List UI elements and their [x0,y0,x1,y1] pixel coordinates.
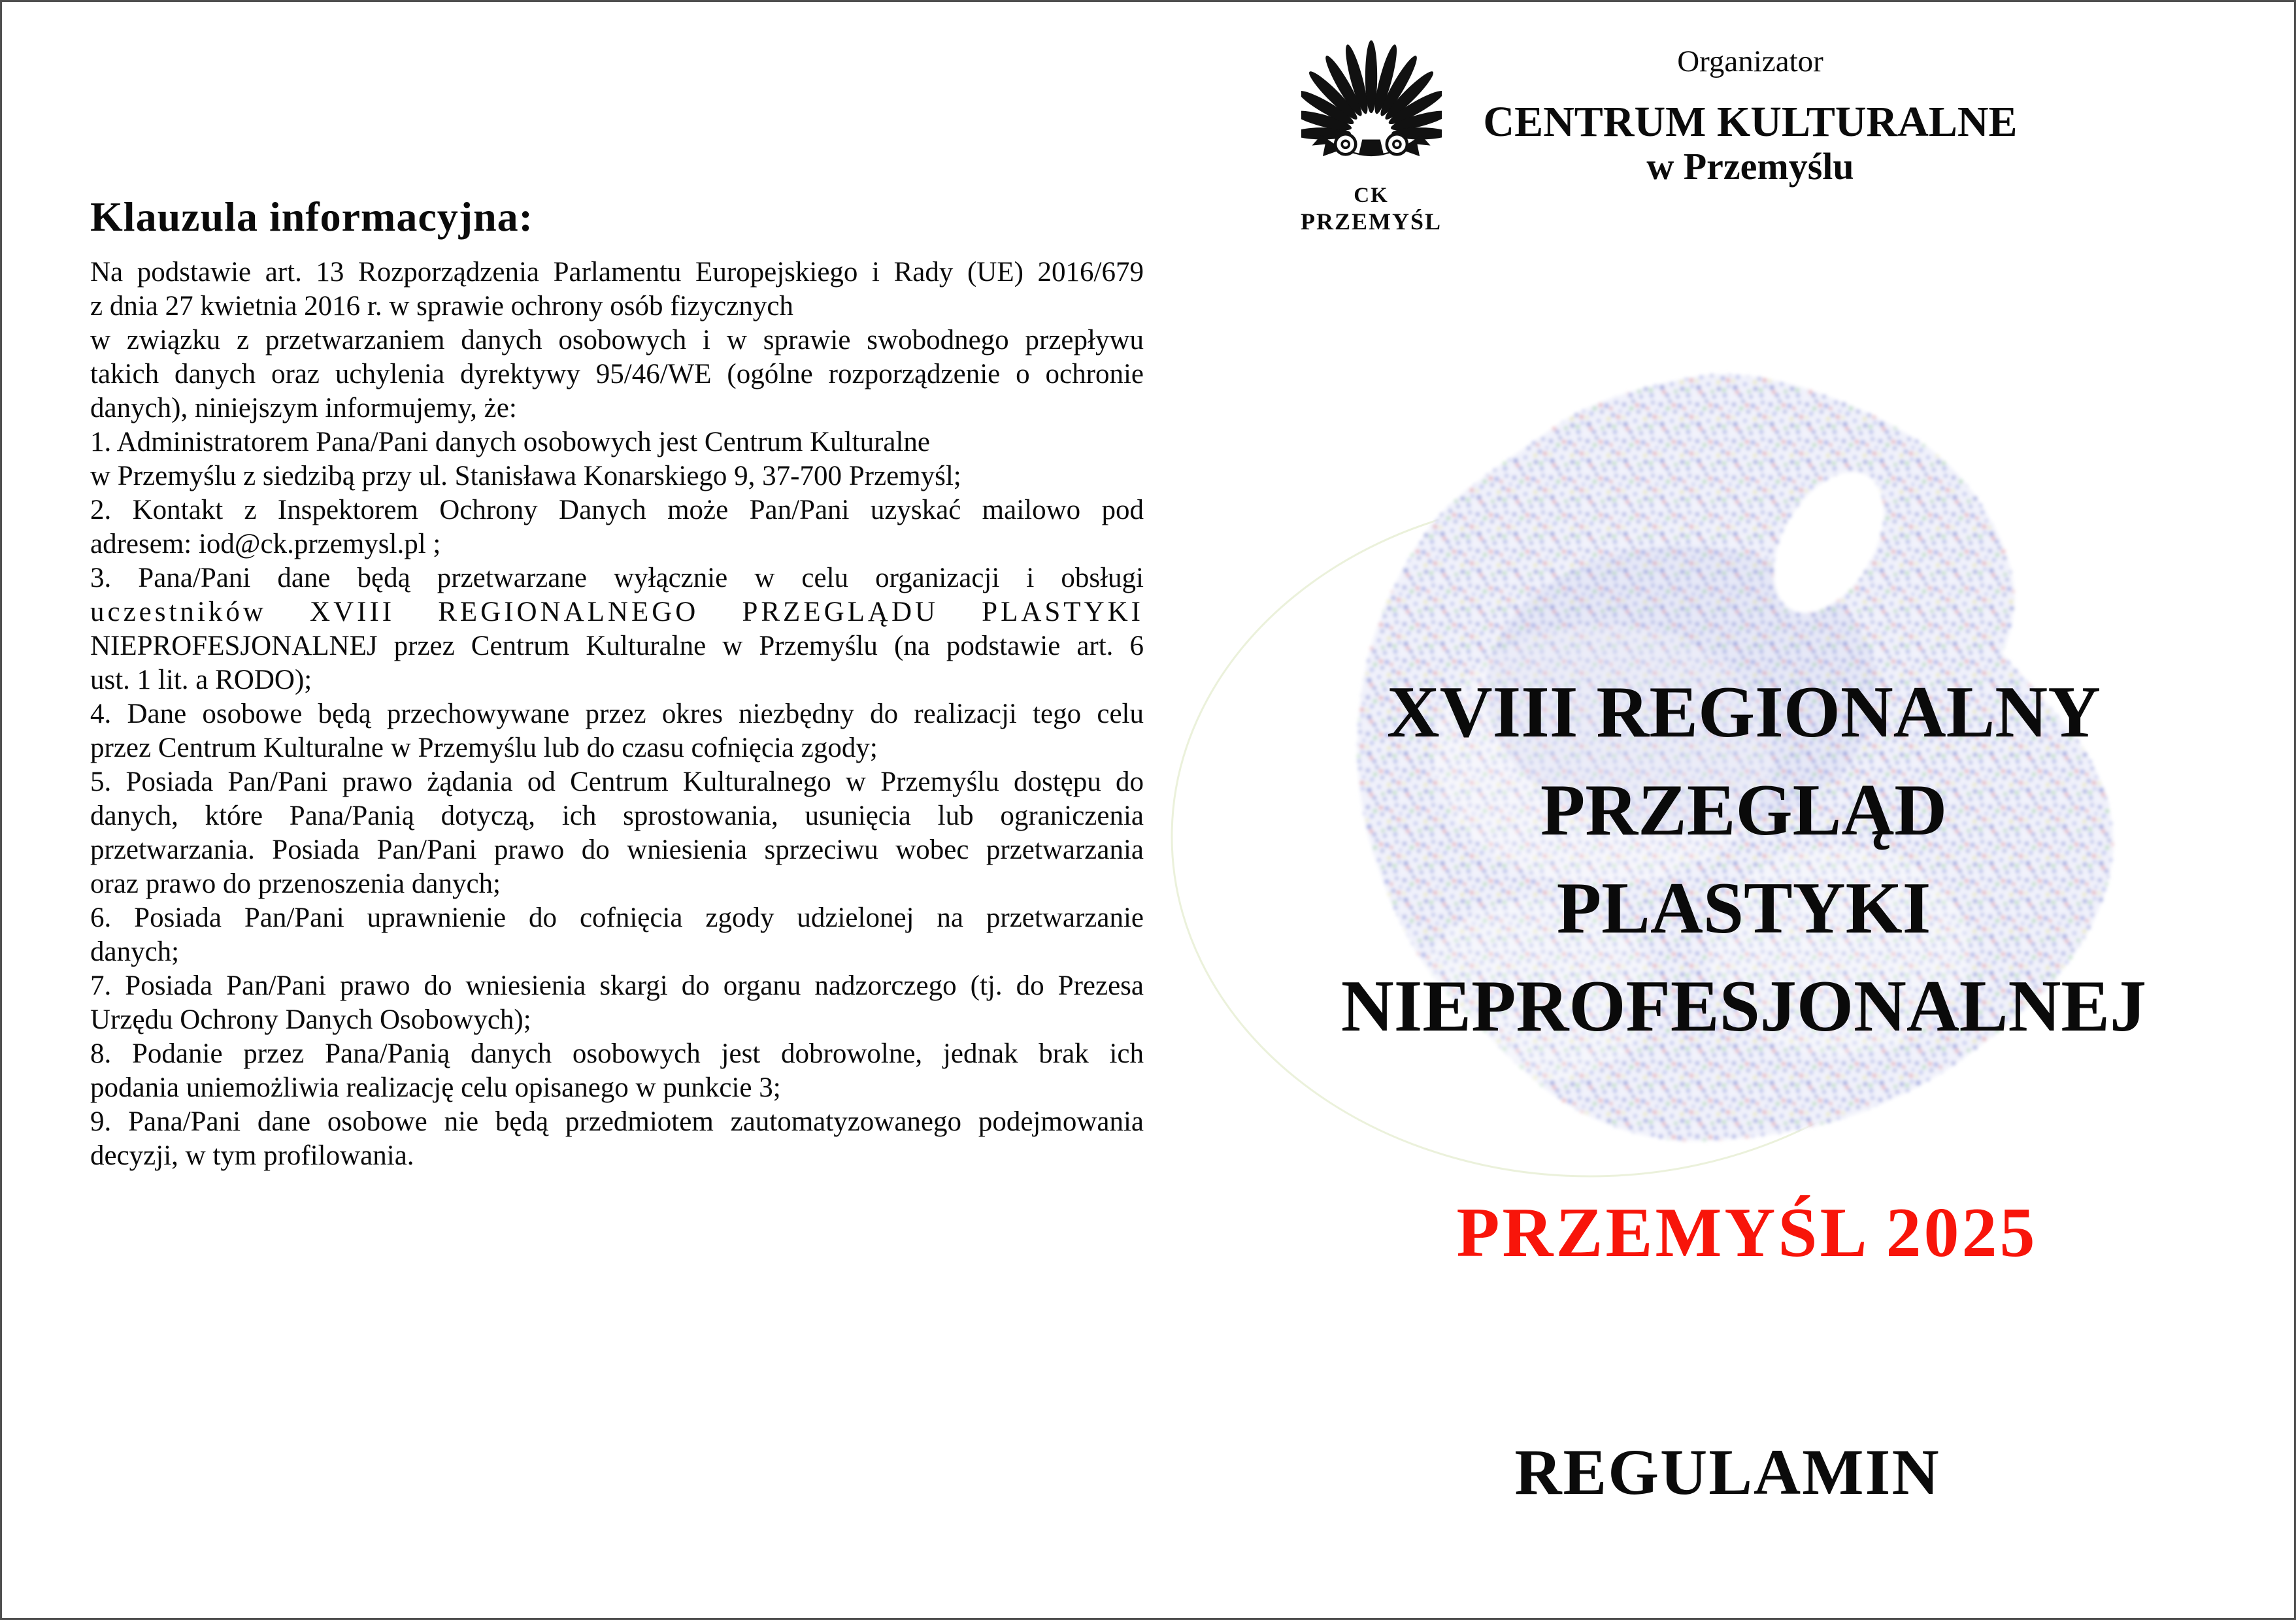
rodo-line: 2. Kontakt z Inspektorem Ochrony Danych może Pan/Pani uzyskać mailowo pod [90,495,1144,525]
rodo-line: NIEPROFESJONALNEJ przez Centrum Kulturalne w Przemyślu (na podstawie art. 6 [90,631,1144,661]
rodo-text [90,256,1144,1173]
title-line-1: XVIII REGIONALNY [1386,672,2101,753]
rodo-line: adresem: iod@ck.przemysl.pl ; [90,529,441,559]
rodo-line: 8. Podanie przez Pana/Panią danych osobowych jest dobrowolne, jednak brak ich [90,1038,1144,1069]
rodo-line: 7. Posiada Pan/Pani prawo do wniesienia skargi do organu nadzorczego (tj. do Prezesa [90,970,1144,1001]
rodo-line: 1. Administratorem Pana/Pani danych osobowych jest Centrum Kulturalne [90,427,931,457]
rodo-line: decyzji, w tym profilowania. [90,1140,414,1171]
rodo-line: uczestników XVIII REGIONALNEGO PRZEGLĄDU PLASTYKI [90,597,1144,627]
rodo-line: 4. Dane osobowe będą przechowywane przez okres niezbędny do realizacji tego celu [90,699,1144,729]
shell-icon [1301,40,1442,182]
rodo-line: oraz prawo do przenoszenia danych; [90,868,501,899]
rodo-line: Na podstawie art. 13 Rozporządzenia Parlamentu Europejskiego i Rady (UE) 2016/679 [90,257,1144,288]
event-city-year: PRZEMYŚL 2025 [1456,1194,2038,1272]
klauzula-heading: Klauzula informacyjna: [90,193,533,240]
title-line-2: PRZEGLĄD [1540,770,1948,851]
rodo-line: 5. Posiada Pan/Pani prawo żądania od Centrum Kulturalnego w Przemyślu dostępu do [90,767,1144,797]
rodo-line: Urzędu Ochrony Danych Osobowych); [90,1004,531,1035]
logo-text-przemysl: PRZEMYŚL [1300,208,1442,235]
organizer-city: w Przemyślu [1646,145,1854,188]
rodo-line: ust. 1 lit. a RODO); [90,665,312,695]
logo-text-ck: CK [1354,184,1389,207]
rodo-line: przetwarzania. Posiada Pan/Pani prawo do wniesienia sprzeciwu wobec przetwarzania [90,835,1144,865]
rodo-line: danych), niniejszym informujemy, że: [90,393,517,423]
ck-logo [1299,40,1443,235]
rodo-line: takich danych oraz uchylenia dyrektywy 95/46/WE (ogólne rozporządzenie o ochronie [90,359,1144,389]
rodo-line: 9. Pana/Pani dane osobowe nie będą przedmiotem zautomatyzowanego podejmowania [90,1106,1144,1137]
document-title: REGULAMIN [1514,1436,1940,1508]
rodo-line: danych, które Pana/Panią dotyczą, ich sprostowania, usunięcia lub ograniczenia [90,801,1144,831]
rodo-line: 6. Posiada Pan/Pani uprawnienie do cofnięcia zgody udzielonej na przetwarzanie [90,902,1144,933]
rodo-line: w Przemyślu z siedzibą przy ul. Stanisława Konarskiego 9, 37-700 Przemyśl; [90,461,961,491]
organizer-label: Organizator [1677,44,1823,78]
title-block [1276,663,2211,1055]
organizer-name: CENTRUM KULTURALNE [1483,98,2018,146]
title-line-3: PLASTYKI [1556,868,1931,949]
rodo-line: przez Centrum Kulturalne w Przemyślu lub do czasu cofnięcia zgody; [90,733,878,763]
organizer-block [1479,44,2021,188]
rodo-line: w związku z przetwarzaniem danych osobowych i w sprawie swobodnego przepływu [90,325,1144,355]
rodo-line: danych; [90,936,180,967]
rodo-line: z dnia 27 kwietnia 2016 r. w sprawie ochrony osób fizycznych [90,291,793,322]
rodo-line: 3. Pana/Pani dane będą przetwarzane wyłącznie w celu organizacji i obsługi [90,563,1144,593]
title-line-4: NIEPROFESJONALNEJ [1340,966,2147,1047]
rodo-line: podania uniemożliwia realizację celu opisanego w punkcie 3; [90,1072,781,1103]
volute-curls [1335,134,1407,155]
